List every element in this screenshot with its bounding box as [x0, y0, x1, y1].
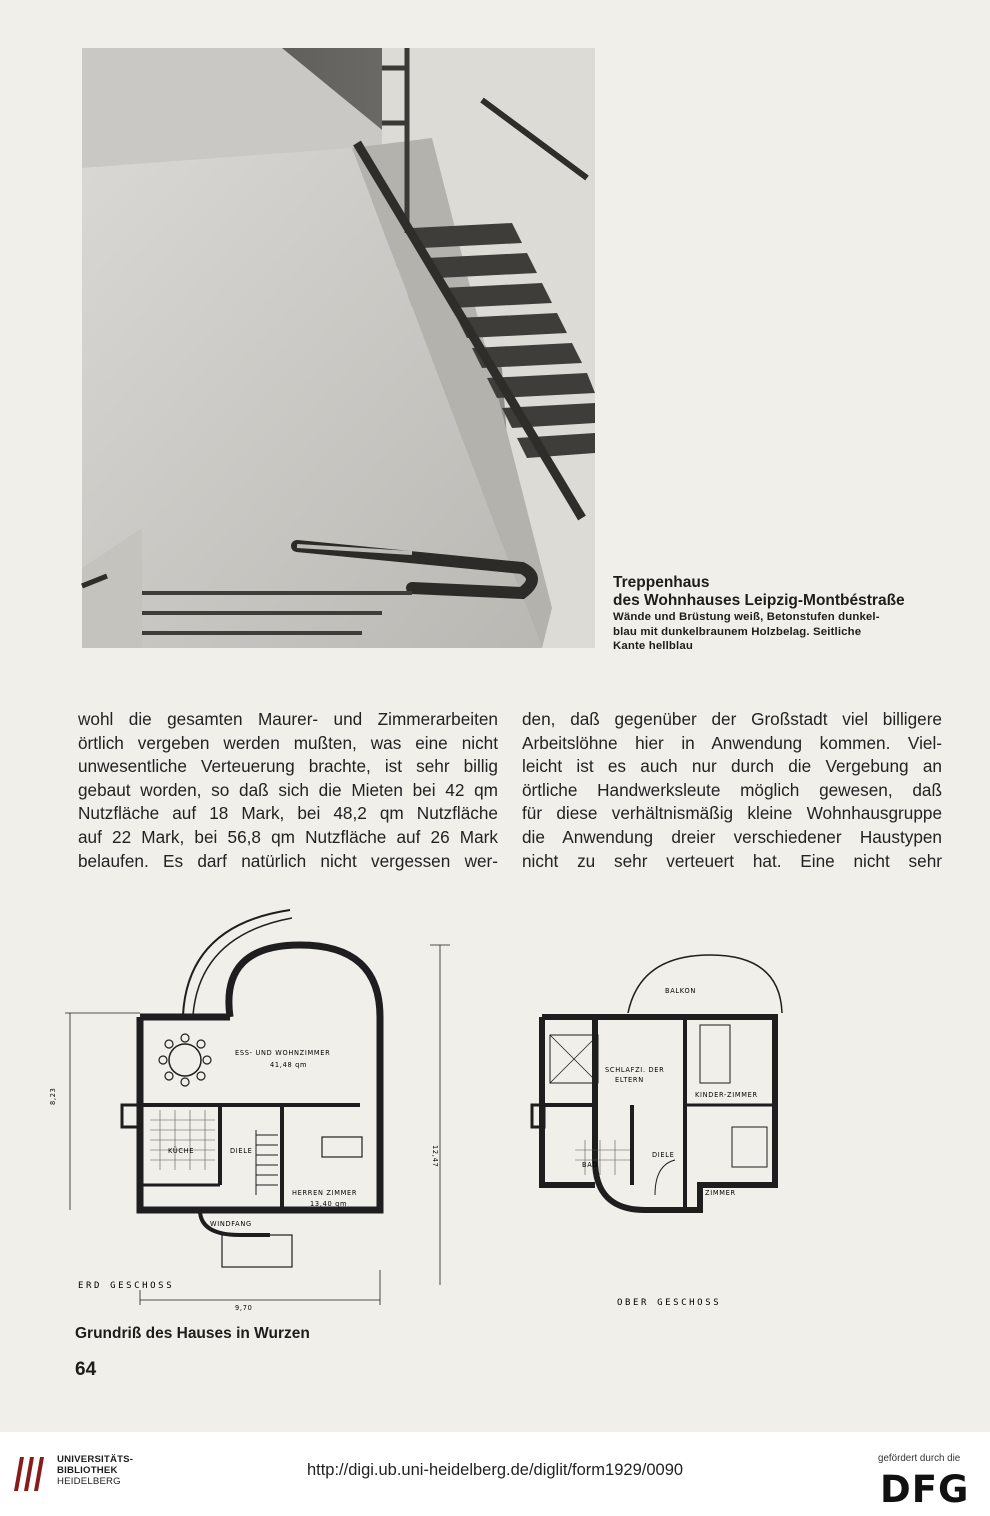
body-line: örtlich vergeben werden mußten, was eine nicht [78, 732, 498, 753]
body-line: die Anwendung dreier verschiedener Haustypen [522, 826, 942, 847]
body-line: gebaut worden, so daß sich die Mieten bei 42 qm [78, 779, 498, 800]
body-line: wohl die gesamten Maurer- und Zimmerarbeiten [78, 709, 498, 729]
library-name-line: UNIVERSITÄTS- [57, 1454, 134, 1465]
caption-title-1: Treppenhaus [613, 574, 710, 591]
photo-caption [613, 574, 953, 654]
ground-floor-plan [65, 910, 450, 1305]
funding-note: gefördert durch die [878, 1453, 961, 1464]
body-line: nicht zu sehr verteuert hat. Eine nicht sehr [522, 850, 942, 871]
room-label: DIELE [230, 1147, 253, 1155]
room-label: WINDFANG [210, 1220, 252, 1228]
library-name-line: HEIDELBERG [57, 1476, 121, 1487]
room-label: BAD [582, 1161, 599, 1169]
room-area: 41,48 qm [270, 1061, 308, 1069]
body-line: Nutzfläche auf 18 Mark, bei 48,2 qm Nutzfläche [78, 803, 498, 824]
staircase-photo [82, 48, 595, 648]
dimension-label: 12,47 [431, 1145, 439, 1168]
room-label: KÜCHE [168, 1147, 195, 1155]
page-number: 64 [75, 1359, 97, 1380]
body-column-left [78, 708, 498, 873]
floor-plans [49, 905, 950, 1325]
body-line: belaufen. Es darf natürlich nicht vergessen wer- [78, 850, 498, 871]
body-line: örtliche Handwerksleute möglich gewesen, daß [522, 779, 942, 800]
body-line: Arbeitslöhne hier in Anwendung kommen. Viel- [522, 732, 942, 753]
caption-line-1: Wände und Brüstung weiß, Betonstufen dunkel- [613, 611, 880, 623]
caption-line-3: Kante hellblau [613, 640, 693, 652]
ground-floor-label: ERD GESCHOSS [78, 1281, 175, 1291]
upper-floor-plan [532, 955, 782, 1210]
body-line: den, daß gegenüber der Großstadt viel billigere [522, 709, 942, 729]
body-column-right [522, 708, 942, 873]
caption-title-2: des Wohnhauses Leipzig-Montbéstraße [613, 592, 905, 609]
library-name-line: BIBLIOTHEK [57, 1465, 118, 1476]
dfg-logo: DFG [880, 1468, 970, 1511]
body-line: für diese verhältnismäßig kleine Wohnhausgruppe [522, 803, 942, 824]
room-label: ELTERN [615, 1076, 644, 1084]
room-area: 13,40 qm [310, 1200, 348, 1208]
dimension-label: 8,23 [49, 1087, 57, 1105]
room-label: KINDER-ZIMMER [695, 1091, 758, 1099]
caption-line-2: blau mit dunkelbraunem Holzbelag. Seitliche [613, 625, 862, 638]
dimension-label: 9,70 [235, 1304, 253, 1312]
room-label: BALKON [665, 987, 696, 995]
upper-floor-label: OBER GESCHOSS [617, 1298, 722, 1308]
room-label: SCHLAFZI. DER [605, 1066, 665, 1074]
body-line: auf 22 Mark, bei 56,8 qm Nutzfläche auf 26 Mark [78, 826, 498, 847]
room-label: ESS- UND WOHNZIMMER [235, 1049, 331, 1057]
room-label: ZIMMER [705, 1189, 736, 1197]
body-line: unwesentliche Verteuerung brachte, ist sehr billig [78, 756, 498, 777]
plans-caption: Grundriß des Hauses in Wurzen [75, 1325, 310, 1342]
permalink-url[interactable]: http://digi.ub.uni-heidelberg.de/diglit/form1929/0090 [306, 1461, 684, 1479]
room-label: HERREN ZIMMER [292, 1189, 358, 1197]
body-line: leicht ist es auch nur durch die Vergebung an [522, 756, 942, 777]
room-label: DIELE [652, 1151, 675, 1159]
